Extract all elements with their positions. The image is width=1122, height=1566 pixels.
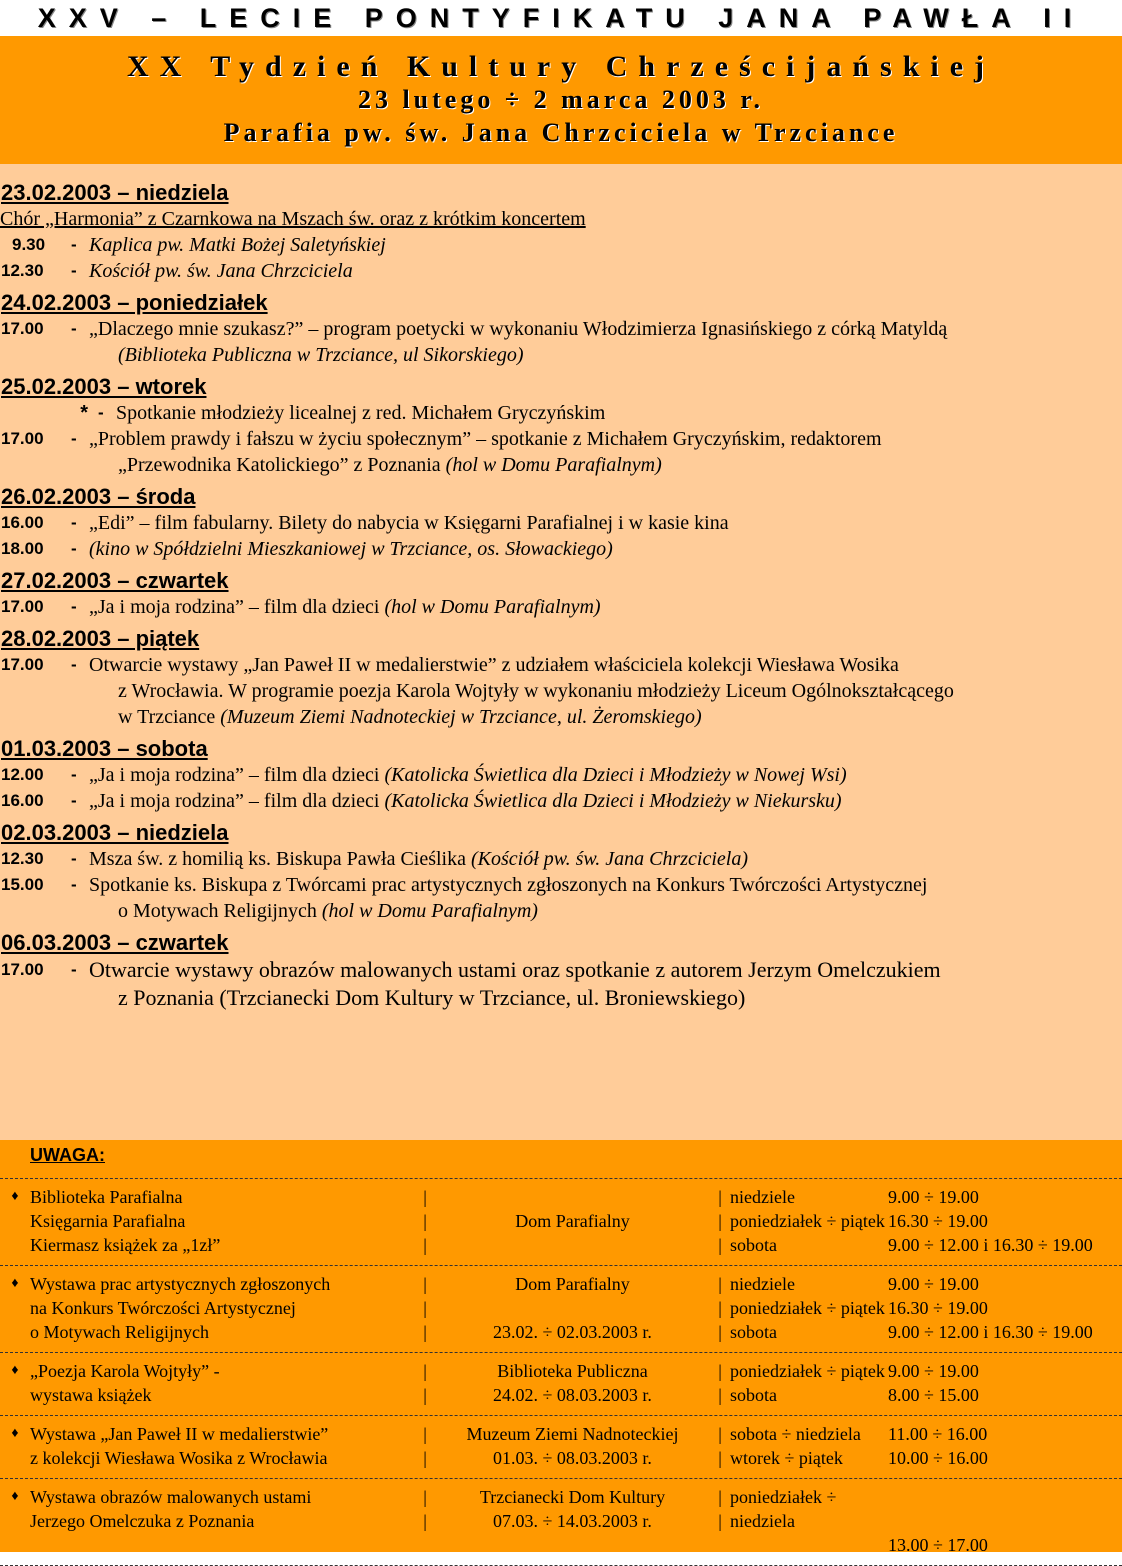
dash-separator: - — [71, 655, 77, 674]
event-text — [89, 956, 1122, 984]
event-place: (hol w Domu Parafialnym) — [384, 596, 601, 618]
hours-time: 16.30 ÷ 19.00 — [888, 1298, 988, 1318]
hours-days: sobota ÷ niedziela — [730, 1424, 861, 1444]
dash-separator: - — [71, 960, 77, 979]
notes-where-line: Trzcianecki Dom Kultury — [479, 1487, 666, 1507]
notes-what-line: Księgarnia Parafialna — [30, 1211, 186, 1231]
notes-label: UWAGA: — [30, 1145, 105, 1165]
separator-mark: | — [718, 1298, 722, 1318]
event-text — [89, 258, 1122, 284]
separator-mark: | — [423, 1424, 427, 1444]
notes-where-line: 07.03. ÷ 14.03.2003 r. — [493, 1511, 652, 1531]
hours-row — [730, 1383, 1122, 1407]
dash-separator: - — [71, 261, 77, 280]
separator-mark: | — [423, 1487, 427, 1507]
page-title: XXV – LECIE PONTYFIKATU JANA PAWŁA II — [37, 3, 1085, 33]
event-row — [0, 510, 1122, 536]
day-subtitle: Chór „Harmonia” z Czarnkowa na Mszach św. oraz z krótkim koncertem — [0, 208, 586, 230]
separator-mark: | — [718, 1385, 722, 1405]
bullet-icon: ♦ — [11, 1363, 19, 1378]
event-continuation — [0, 452, 1122, 478]
event-description: „Ja i moja rodzina” – film dla dzieci — [89, 790, 385, 812]
notes-what — [30, 1422, 415, 1470]
hours-time: 13.00 ÷ 17.00 — [888, 1535, 988, 1555]
event-continuation — [0, 984, 1122, 1012]
notes-where — [435, 1485, 710, 1557]
event-row — [0, 316, 1122, 342]
column-separator — [415, 1485, 435, 1557]
notes-hours — [730, 1485, 1122, 1557]
event-text — [89, 872, 1122, 898]
notes-where-line: Dom Parafialny — [515, 1211, 630, 1231]
hours-days: wtorek ÷ piątek — [730, 1448, 843, 1468]
column-separator — [415, 1272, 435, 1344]
event-row — [0, 258, 1122, 284]
hours-row — [730, 1233, 1122, 1257]
notes-hours — [730, 1359, 1122, 1407]
banner-title: XX Tydzień Kultury Chrześcijańskiej — [126, 50, 996, 83]
separator-mark: | — [718, 1274, 722, 1294]
event-row — [0, 652, 1122, 678]
dash-separator: - — [71, 429, 77, 448]
hours-row — [730, 1422, 1122, 1446]
event-row — [0, 594, 1122, 620]
event-text — [89, 536, 1122, 562]
hours-days: poniedziałek ÷ piątek — [730, 1361, 885, 1381]
event-description: „Ja i moja rodzina” – film dla dzieci — [89, 764, 385, 786]
separator-mark: | — [718, 1487, 722, 1507]
event-text — [89, 316, 1122, 342]
dash-separator: - — [71, 319, 77, 338]
hours-row — [730, 1485, 1122, 1533]
event-place: Kościół pw. św. Jana Chrzciciela — [89, 260, 353, 282]
event-text — [89, 232, 1122, 258]
separator-mark: | — [718, 1235, 722, 1255]
hours-row — [730, 1185, 1122, 1209]
dash-separator: - — [71, 875, 77, 894]
notes-what — [30, 1272, 415, 1344]
hours-time: 10.00 ÷ 16.00 — [888, 1448, 988, 1468]
day-heading: 27.02.2003 – czwartek — [1, 568, 229, 593]
event-time: 15.00 — [1, 875, 44, 894]
notes-what — [30, 1185, 415, 1257]
event-time: 17.00 — [1, 655, 44, 674]
day-block — [0, 820, 1122, 924]
day-block — [0, 930, 1122, 1012]
notes-where — [435, 1272, 710, 1344]
bullet-icon: ♦ — [11, 1276, 19, 1291]
notes-hours — [730, 1272, 1122, 1344]
separator-mark: | — [718, 1511, 722, 1531]
event-description: „Dlaczego mnie szukasz?” – program poetycki w wykonaniu Włodzimierza Ignasińskiego z córką Matyldą — [89, 318, 948, 340]
separator-mark: | — [423, 1274, 427, 1294]
event-row — [0, 956, 1122, 984]
notes-where-line: 24.02. ÷ 08.03.2003 r. — [493, 1385, 652, 1405]
notes-what-line: Wystawa obrazów malowanych ustami — [30, 1487, 312, 1507]
hours-days: sobota — [730, 1385, 777, 1405]
separator-mark: | — [718, 1322, 722, 1342]
hours-time: 16.30 ÷ 19.00 — [888, 1211, 988, 1231]
notes-what-line: Kiermasz książek za „1zł” — [30, 1235, 221, 1255]
separator-mark: | — [423, 1298, 427, 1318]
event-text — [89, 846, 1122, 872]
event-text — [89, 652, 1122, 678]
separator-mark: | — [423, 1235, 427, 1255]
event-description: „Problem prawdy i fałszu w życiu społecznym” – spotkanie z Michałem Gryczyńskim, redaktorem — [89, 428, 882, 450]
hours-days: poniedziałek ÷ piątek — [730, 1298, 885, 1318]
separator-mark: | — [718, 1424, 722, 1444]
event-time: 17.00 — [1, 960, 44, 979]
event-text — [89, 510, 1122, 536]
hours-days: sobota — [730, 1235, 777, 1255]
notes-what — [30, 1485, 415, 1557]
day-block — [0, 484, 1122, 562]
hours-days: niedziele — [730, 1274, 795, 1294]
hours-days — [730, 1533, 888, 1557]
event-continuation-text: o Motywach Religijnych — [118, 900, 322, 922]
notes-where-line — [435, 1296, 710, 1320]
event-continuation: z Wrocławia. W programie poezja Karola Wojtyły w wykonaniu młodzieży Liceum Ogólnokształcącego — [118, 680, 954, 702]
event-banner — [0, 36, 1122, 164]
event-marker: * — [80, 402, 88, 424]
column-separator — [710, 1422, 730, 1470]
event-time: 12.00 — [1, 765, 44, 784]
day-heading: 02.03.2003 – niedziela — [1, 820, 229, 845]
hours-time: 8.00 ÷ 15.00 — [888, 1385, 979, 1405]
notes-section — [0, 1140, 1122, 1555]
separator-mark: | — [423, 1187, 427, 1207]
event-time: 17.00 — [1, 597, 44, 616]
separator-mark: | — [718, 1448, 722, 1468]
separator-mark: | — [718, 1211, 722, 1231]
day-heading: 28.02.2003 – piątek — [1, 626, 200, 651]
notes-what-line: o Motywach Religijnych — [30, 1322, 209, 1342]
event-row — [0, 426, 1122, 452]
event-place: (kino w Spółdzielni Mieszkaniowej w Trzciance, os. Słowackiego) — [89, 538, 613, 560]
event-continuation — [0, 342, 1122, 368]
event-time: 17.00 — [1, 429, 44, 448]
day-heading: 26.02.2003 – środa — [1, 484, 196, 509]
day-heading: 01.03.2003 – sobota — [1, 736, 208, 761]
notes-where-line: Muzeum Ziemi Nadnoteckiej — [466, 1424, 679, 1444]
dash-separator: - — [71, 765, 77, 784]
notes-row — [0, 1352, 1122, 1415]
notes-where-line: Dom Parafialny — [515, 1274, 630, 1294]
hours-row — [730, 1296, 1122, 1320]
event-continuation — [0, 898, 1122, 924]
event-time: 16.00 — [1, 513, 44, 532]
notes-row — [0, 1265, 1122, 1352]
event-place: (Muzeum Ziemi Nadnoteckiej w Trzciance, ul. Żeromskiego) — [220, 706, 702, 728]
event-row — [0, 232, 1122, 258]
event-row — [0, 846, 1122, 872]
dash-separator: - — [71, 539, 77, 558]
event-continuation-text: „Przewodnika Katolickiego” z Poznania — [118, 454, 446, 476]
event-description: „Edi” – film fabularny. Bilety do nabycia w Księgarni Parafialnej i w kasie kina — [89, 512, 729, 534]
day-heading: 25.02.2003 – wtorek — [1, 374, 207, 399]
notes-hours — [730, 1185, 1122, 1257]
column-separator — [710, 1272, 730, 1344]
hours-row — [730, 1209, 1122, 1233]
event-place: (Katolicka Świetlica dla Dzieci i Młodzieży w Nowej Wsi) — [384, 764, 847, 786]
dash-separator: - — [71, 597, 77, 616]
hours-time: 9.00 ÷ 12.00 i 16.30 ÷ 19.00 — [888, 1235, 1093, 1255]
event-row — [0, 762, 1122, 788]
separator-mark: | — [423, 1361, 427, 1381]
separator-mark: | — [423, 1511, 427, 1531]
column-separator — [710, 1359, 730, 1407]
event-text — [89, 594, 1122, 620]
hours-row — [730, 1359, 1122, 1383]
separator-mark: | — [423, 1385, 427, 1405]
dash-separator: - — [98, 403, 104, 422]
notes-what-line: Wystawa prac artystycznych zgłoszonych — [30, 1274, 331, 1294]
notes-what-line: Jerzego Omelczuka z Poznania — [30, 1511, 255, 1531]
event-time: 12.30 — [1, 849, 44, 868]
notes-row — [0, 1178, 1122, 1265]
schedule — [0, 164, 1122, 1140]
event-place: (Kościół pw. św. Jana Chrzciciela) — [471, 848, 749, 870]
hours-time: 9.00 ÷ 12.00 i 16.30 ÷ 19.00 — [888, 1322, 1093, 1342]
banner-dates: 23 lutego ÷ 2 marca 2003 r. — [357, 85, 765, 114]
hours-days: sobota — [730, 1322, 777, 1342]
column-separator — [710, 1485, 730, 1557]
notes-hours — [730, 1422, 1122, 1470]
bullet-icon: ♦ — [11, 1489, 19, 1504]
notes-what-line: „Poezja Karola Wojtyły” - — [30, 1361, 220, 1381]
event-description: Spotkanie ks. Biskupa z Twórcami prac artystycznych zgłoszonych na Konkurs Twórczości Artystycznej — [89, 874, 928, 896]
notes-where-line — [435, 1233, 710, 1257]
event-time: 12.30 — [1, 261, 44, 280]
event-time: 17.00 — [1, 319, 44, 338]
event-place: Kaplica pw. Matki Bożej Saletyńskiej — [89, 234, 386, 256]
event-text — [89, 762, 1122, 788]
day-block — [0, 736, 1122, 814]
banner-parish: Parafia pw. św. Jana Chrzciciela w Trzciance — [223, 118, 899, 147]
event-description: Msza św. z homilią ks. Biskupa Pawła Cieślika — [89, 848, 471, 870]
dash-separator: - — [71, 791, 77, 810]
notes-what-line: Wystawa „Jan Paweł II w medalierstwie” — [30, 1424, 329, 1444]
day-heading: 23.02.2003 – niedziela — [1, 180, 229, 205]
notes-what-line: na Konkurs Twórczości Artystycznej — [30, 1298, 296, 1318]
event-description: Otwarcie wystawy „Jan Paweł II w medalierstwie” z udziałem właściciela kolekcji Wiesława Wosika — [89, 654, 899, 676]
column-separator — [415, 1185, 435, 1257]
dash-separator: - — [71, 513, 77, 532]
event-text — [89, 788, 1122, 814]
notes-what-line: Biblioteka Parafialna — [30, 1187, 183, 1207]
hours-days: poniedziałek ÷ piątek — [730, 1211, 885, 1231]
event-continuation-text: w Trzciance — [118, 706, 221, 728]
day-block — [0, 568, 1122, 620]
event-place: (hol w Domu Parafialnym) — [445, 454, 662, 476]
event-text — [89, 426, 1122, 452]
event-place: (Katolicka Świetlica dla Dzieci i Młodzieży w Niekursku) — [384, 790, 842, 812]
hours-row — [730, 1320, 1122, 1344]
day-block — [0, 180, 1122, 284]
event-continuation — [0, 704, 1122, 730]
column-separator — [710, 1185, 730, 1257]
notes-row — [0, 1415, 1122, 1478]
event-row — [0, 788, 1122, 814]
separator-mark: | — [423, 1211, 427, 1231]
notes-what-line: z kolekcji Wiesława Wosika z Wrocławia — [30, 1448, 328, 1468]
event-place: (hol w Domu Parafialnym) — [321, 900, 538, 922]
event-row — [0, 872, 1122, 898]
event-place: (Biblioteka Publiczna w Trzciance, ul Sikorskiego) — [118, 344, 524, 366]
event-time: 18.00 — [1, 539, 44, 558]
notes-list — [0, 1178, 1122, 1565]
hours-days: niedziele — [730, 1187, 795, 1207]
hours-time: 9.00 ÷ 19.00 — [888, 1274, 979, 1294]
notes-where — [435, 1422, 710, 1470]
bullet-icon: ♦ — [11, 1189, 19, 1204]
notes-where — [435, 1185, 710, 1257]
separator-mark: | — [423, 1322, 427, 1342]
event-row — [0, 536, 1122, 562]
day-block — [0, 626, 1122, 730]
day-heading: 24.02.2003 – poniedziałek — [1, 290, 268, 315]
event-description: Otwarcie wystawy obrazów malowanych ustami oraz spotkanie z autorem Jerzym Omelczukiem — [89, 957, 941, 982]
dash-separator: - — [71, 235, 77, 254]
event-description: „Ja i moja rodzina” – film dla dzieci — [89, 596, 385, 618]
hours-time: 11.00 ÷ 16.00 — [888, 1424, 988, 1444]
dash-separator: - — [71, 849, 77, 868]
hours-row — [730, 1446, 1122, 1470]
day-block — [0, 374, 1122, 478]
event-row — [0, 400, 1122, 426]
separator-mark: | — [718, 1361, 722, 1381]
event-time: 9.30 — [12, 235, 46, 254]
bullet-icon: ♦ — [11, 1426, 19, 1441]
separator-mark: | — [423, 1448, 427, 1468]
event-continuation-text: z Poznania (Trzcianecki Dom Kultury w Trzciance, ul. Broniewskiego) — [118, 985, 746, 1010]
notes-what-line: wystawa książek — [30, 1385, 152, 1405]
column-separator — [415, 1359, 435, 1407]
hours-row — [730, 1272, 1122, 1296]
notes-where-line: 23.02. ÷ 02.03.2003 r. — [493, 1322, 652, 1342]
event-time: 16.00 — [1, 791, 44, 810]
notes-where-line — [435, 1185, 710, 1209]
notes-where — [435, 1359, 710, 1407]
event-text: Spotkanie młodzieży licealnej z red. Michałem Gryczyńskim — [116, 402, 606, 424]
notes-what — [30, 1359, 415, 1407]
hours-time: 9.00 ÷ 19.00 — [888, 1361, 979, 1381]
separator-mark: | — [718, 1187, 722, 1207]
notes-where-line: Biblioteka Publiczna — [497, 1361, 648, 1381]
day-heading: 06.03.2003 – czwartek — [1, 930, 229, 955]
notes-where-line: 01.03. ÷ 08.03.2003 r. — [493, 1448, 652, 1468]
hours-time: 9.00 ÷ 19.00 — [888, 1187, 979, 1207]
column-separator — [415, 1422, 435, 1470]
hours-days: poniedziałek ÷ niedziela — [730, 1487, 837, 1531]
day-block — [0, 290, 1122, 368]
hours-row — [730, 1533, 1122, 1557]
